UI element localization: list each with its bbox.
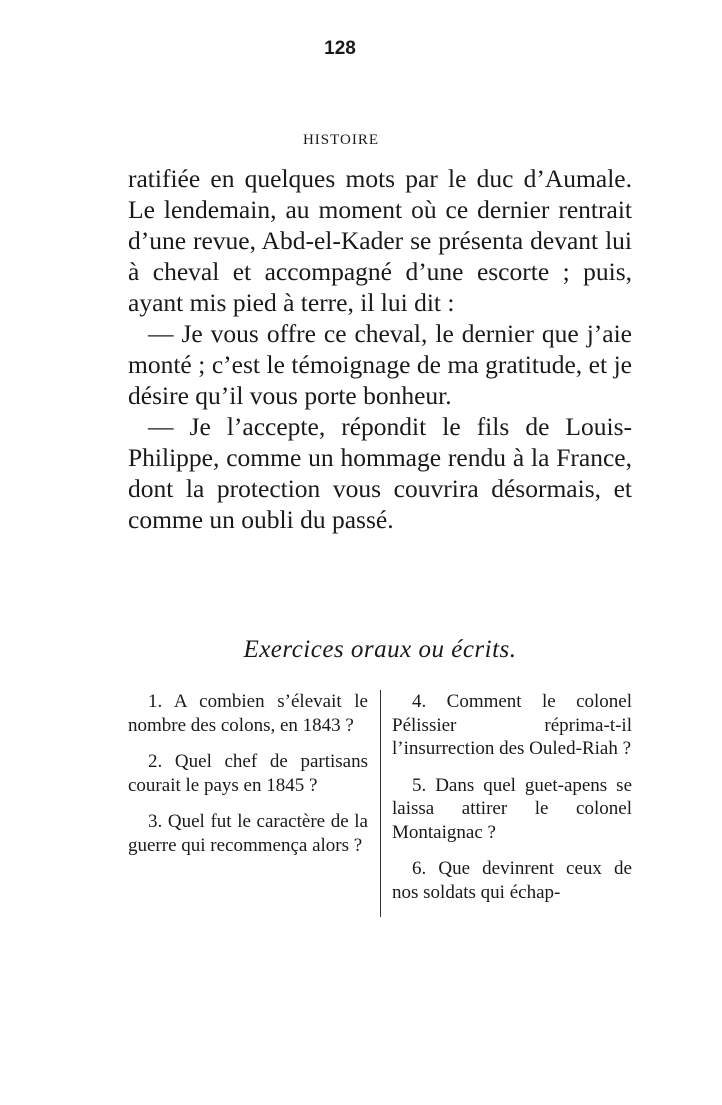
page-number: 128: [324, 38, 356, 59]
exercises-columns: [128, 690, 633, 917]
exercises-right-column: [380, 690, 632, 917]
exercise-question: 1. A combien s’élevait le nombre des colons, en 1843 ?: [128, 691, 368, 736]
exercise-question: 6. Que devinrent ceux de nos soldats qui échap-: [392, 858, 632, 903]
exercise-question: 4. Comment le colonel Pélissier réprima-t-il l’insurrection des Ouled-Riah ?: [392, 691, 632, 759]
exercises-title: Exercices oraux ou écrits.: [243, 636, 517, 663]
body-text: [128, 163, 632, 535]
exercise-question: 5. Dans quel guet-apens se laissa attirer le colonel Montaignac ?: [392, 774, 632, 843]
exercises-left-column: [128, 690, 380, 917]
running-head: HISTOIRE: [302, 132, 380, 148]
exercise-question: 3. Quel fut le caractère de la guerre qui recommença alors ?: [128, 811, 368, 856]
exercise-question: 2. Quel chef de partisans courait le pays en 1845 ?: [128, 751, 368, 796]
paragraph: — Je l’accepte, répondit le fils de Louis-Philippe, comme un hommage rendu à la France, dont la protection vous couvrira désormais, et comme un oubli du passé.: [128, 412, 632, 534]
paragraph: — Je vous offre ce cheval, le dernier que j’aie monté ; c’est le témoignage de ma gratitude, et je désire qu’il vous porte bonheur.: [128, 319, 632, 410]
paragraph: ratifiée en quelques mots par le duc d’Aumale. Le lendemain, au moment où ce dernier rentrait d’une revue, Abd-el-Kader se présenta devant lui à cheval et accompagné d’une escorte ; puis, ayant mis pied à terre, il lui dit :: [128, 164, 632, 317]
